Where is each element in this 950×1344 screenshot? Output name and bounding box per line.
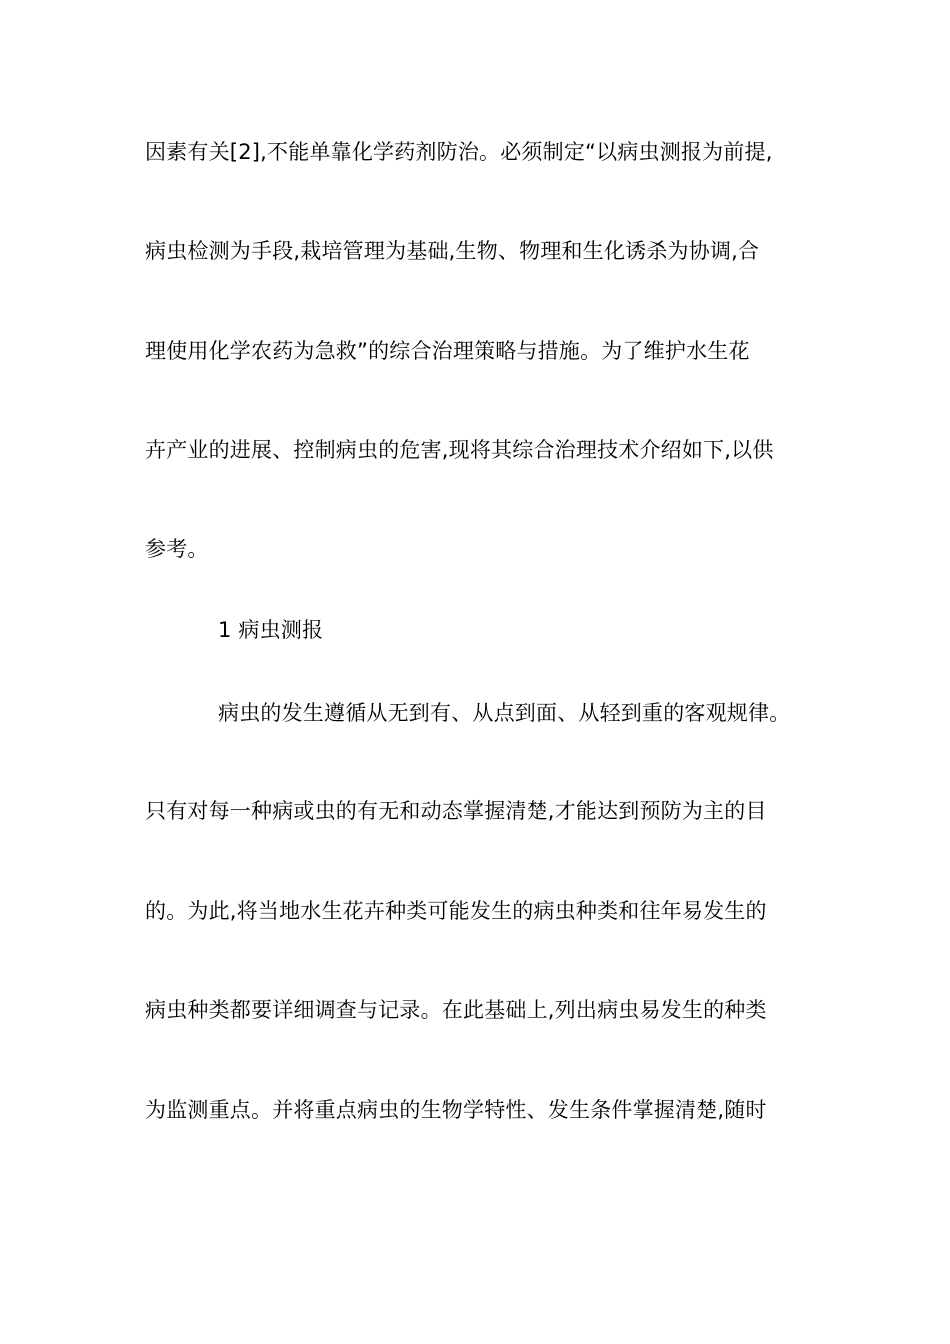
paragraph-line: 为监测重点。并将重点病虫的生物学特性、发生条件掌握清楚,随时	[145, 1098, 767, 1122]
paragraph-line: 只有对每一种病或虫的有无和动态掌握清楚,才能达到预防为主的目	[145, 799, 767, 823]
paragraph-line: 理使用化学农药为急救”的综合治理策略与措施。为了维护水生花	[145, 339, 750, 363]
section-heading: 1 病虫测报	[218, 618, 324, 642]
paragraph-line: 病虫的发生遵循从无到有、从点到面、从轻到重的客观规律。	[218, 701, 791, 725]
paragraph-line: 卉产业的进展、控制病虫的危害,现将其综合治理技术介绍如下,以供	[145, 438, 774, 462]
paragraph-line: 参考。	[145, 537, 209, 561]
paragraph-line: 病虫种类都要详细调查与记录。在此基础上,列出病虫易发生的种类	[145, 998, 767, 1022]
paragraph-line: 因素有关[2],不能单靠化学药剂防治。必须制定“以病虫测报为前提,	[145, 140, 773, 164]
paragraph-line: 的。为此,将当地水生花卉种类可能发生的病虫种类和往年易发生的	[145, 899, 767, 923]
paragraph-line: 病虫检测为手段,栽培管理为基础,生物、物理和生化诱杀为协调,合	[145, 239, 760, 263]
